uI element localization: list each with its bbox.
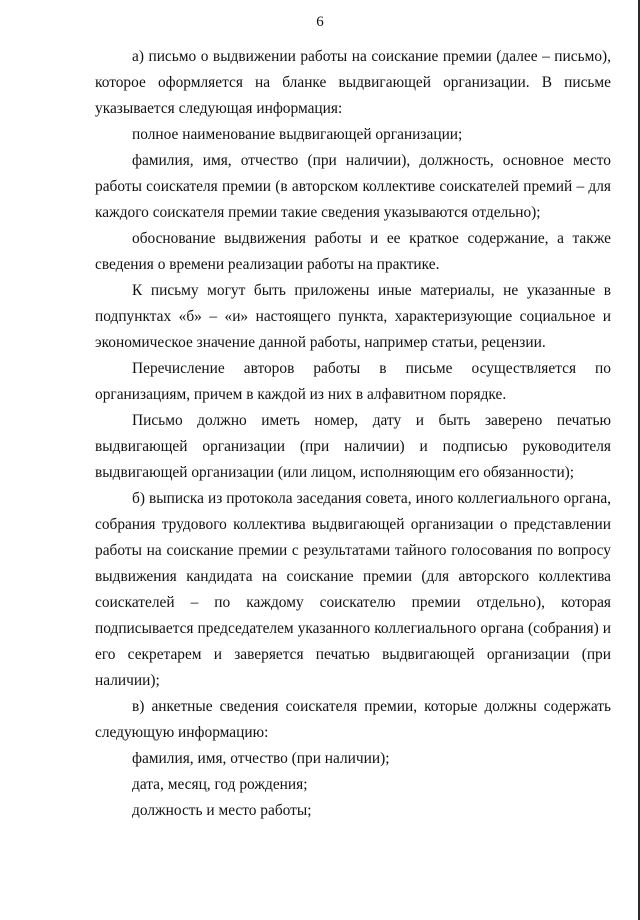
paragraph-author-listing: Перечисление авторов работы в письме осуществляется по организациям, причем в каждой из них в алфавитном порядке. bbox=[95, 360, 611, 403]
paragraph-questionnaire: в) анкетные сведения соискателя премии, которые должны содержать следующую информацию: bbox=[95, 698, 611, 741]
paragraph-org-name: полное наименование выдвигающей организации; bbox=[132, 126, 463, 143]
paragraph-letter-nomination: а) письмо о выдвижении работы на соискание премии (далее – письмо), которое оформляется на бланке выдвигающей организации. В письме указывается следующая информация: bbox=[95, 48, 611, 117]
list-item-birth-date: дата, месяц, год рождения; bbox=[132, 776, 308, 793]
paragraph-attachments: К письму могут быть приложены иные материалы, не указанные в подпунктах «б» – «и» настоящего пункта, характеризующие социальное и экономическое значение данной работы, например статьи, рецензии. bbox=[95, 282, 611, 351]
list-item-full-name: фамилия, имя, отчество (при наличии); bbox=[132, 750, 390, 767]
page-number: 6 bbox=[316, 14, 324, 30]
paragraph-letter-requirements: Письмо должно иметь номер, дату и быть заверено печатью выдвигающей организации (при наличии) и подписью руководителя выдвигающей организации (или лицом, исполняющим его обязанности); bbox=[95, 412, 611, 481]
document-body bbox=[95, 44, 611, 824]
paragraph-protocol-extract: б) выписка из протокола заседания совета, иного коллегиального органа, собрания трудового коллектива выдвигающей организации о представлении работы на соискание премии с результатами тайного голосования по вопросу выдвижения кандидата на соискание премии (для авторского коллектива соискателей – по каждому соискателю премии отдельно), которая подписывается председателем указанного коллегиального органа (собрания) и его секретарем и заверяется печатью выдвигающей организации (при наличии); bbox=[95, 490, 611, 689]
paragraph-applicant-details: фамилия, имя, отчество (при наличии), должность, основное место работы соискателя премии (в авторском коллективе соискателей премий – для каждого соискателя премии такие сведения указываются отдельно); bbox=[95, 152, 611, 221]
list-item-position: должность и место работы; bbox=[132, 802, 312, 819]
paragraph-justification: обоснование выдвижения работы и ее краткое содержание, а также сведения о времени реализации работы на практике. bbox=[95, 230, 611, 273]
